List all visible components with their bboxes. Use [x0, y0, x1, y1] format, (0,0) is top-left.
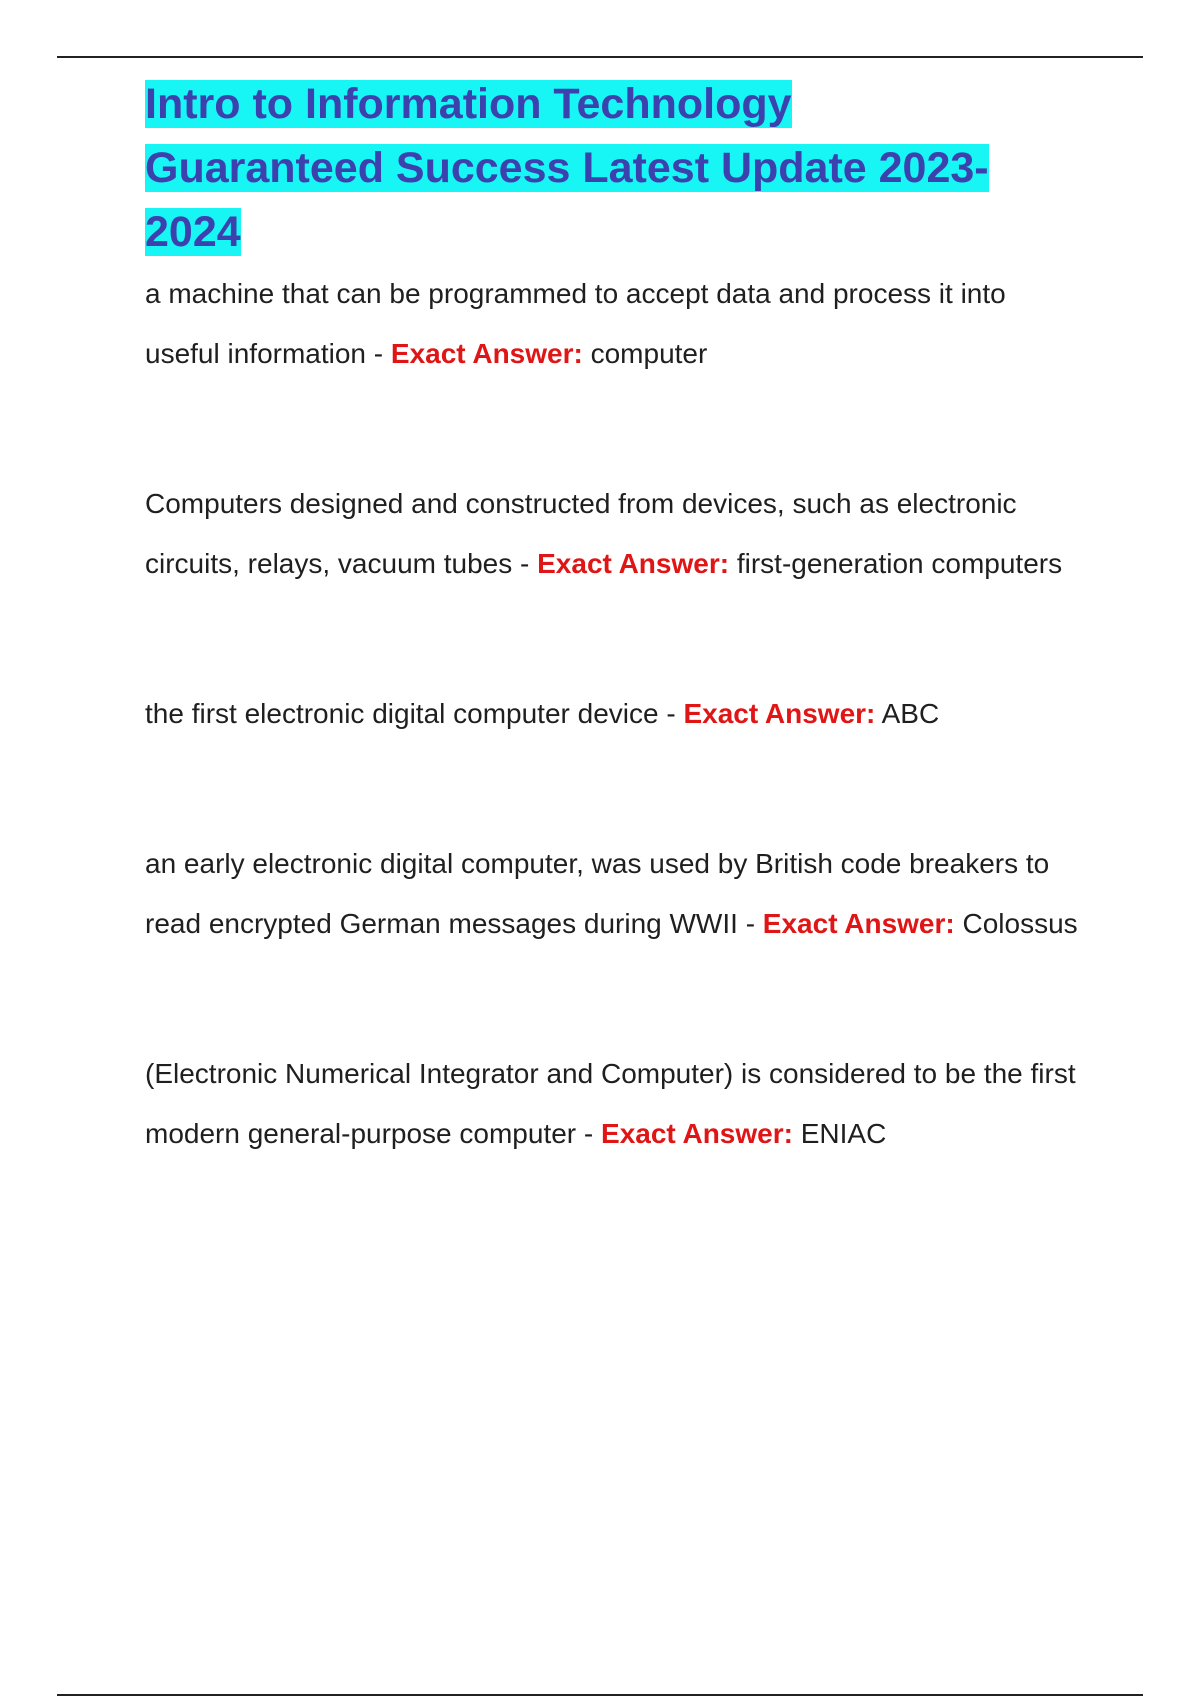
answer-text: ENIAC: [800, 1118, 887, 1149]
answer-text: ABC: [881, 698, 940, 729]
qa-item-5: [145, 1044, 1085, 1164]
answer-label: Exact Answer:: [601, 1118, 793, 1149]
title-line-1: Intro to Information Technology: [145, 80, 792, 128]
answer-text: first-generation computers: [736, 548, 1063, 579]
answer-label: Exact Answer:: [390, 338, 583, 369]
bottom-rule: [57, 1694, 1143, 1696]
spacer: [145, 594, 1085, 684]
top-rule: [57, 56, 1143, 58]
title-line-2: Guaranteed Success Latest Update 2023-: [145, 144, 989, 192]
question-text: the first electronic digital computer device -: [145, 698, 684, 729]
answer-label: Exact Answer:: [683, 698, 876, 729]
page-title: [145, 72, 1085, 264]
question-text: (Electronic Numerical Integrator and Computer) is considered to be the first modern general-purpose computer -: [145, 1058, 1076, 1149]
spacer: [145, 954, 1085, 1044]
title-line-3: 2024: [145, 208, 241, 256]
answer-text: Colossus: [962, 908, 1078, 939]
qa-item-2: [145, 474, 1085, 594]
question-text: Computers designed and constructed from devices, such as electronic circuits, relays, vacuum tubes -: [145, 488, 1017, 579]
spacer: [145, 744, 1085, 834]
qa-item-1: [145, 264, 1085, 384]
answer-text: computer: [590, 338, 708, 369]
spacer: [145, 384, 1085, 474]
question-text: a machine that can be programmed to accept data and process it into useful information -: [145, 278, 1006, 369]
qa-item-4: [145, 834, 1085, 954]
answer-label: Exact Answer:: [537, 548, 730, 579]
question-text: an early electronic digital computer, was used by British code breakers to read encrypted German messages during WWII -: [145, 848, 1050, 939]
document-body: [145, 72, 1085, 1164]
qa-item-3: [145, 684, 1085, 744]
answer-label: Exact Answer:: [762, 908, 955, 939]
